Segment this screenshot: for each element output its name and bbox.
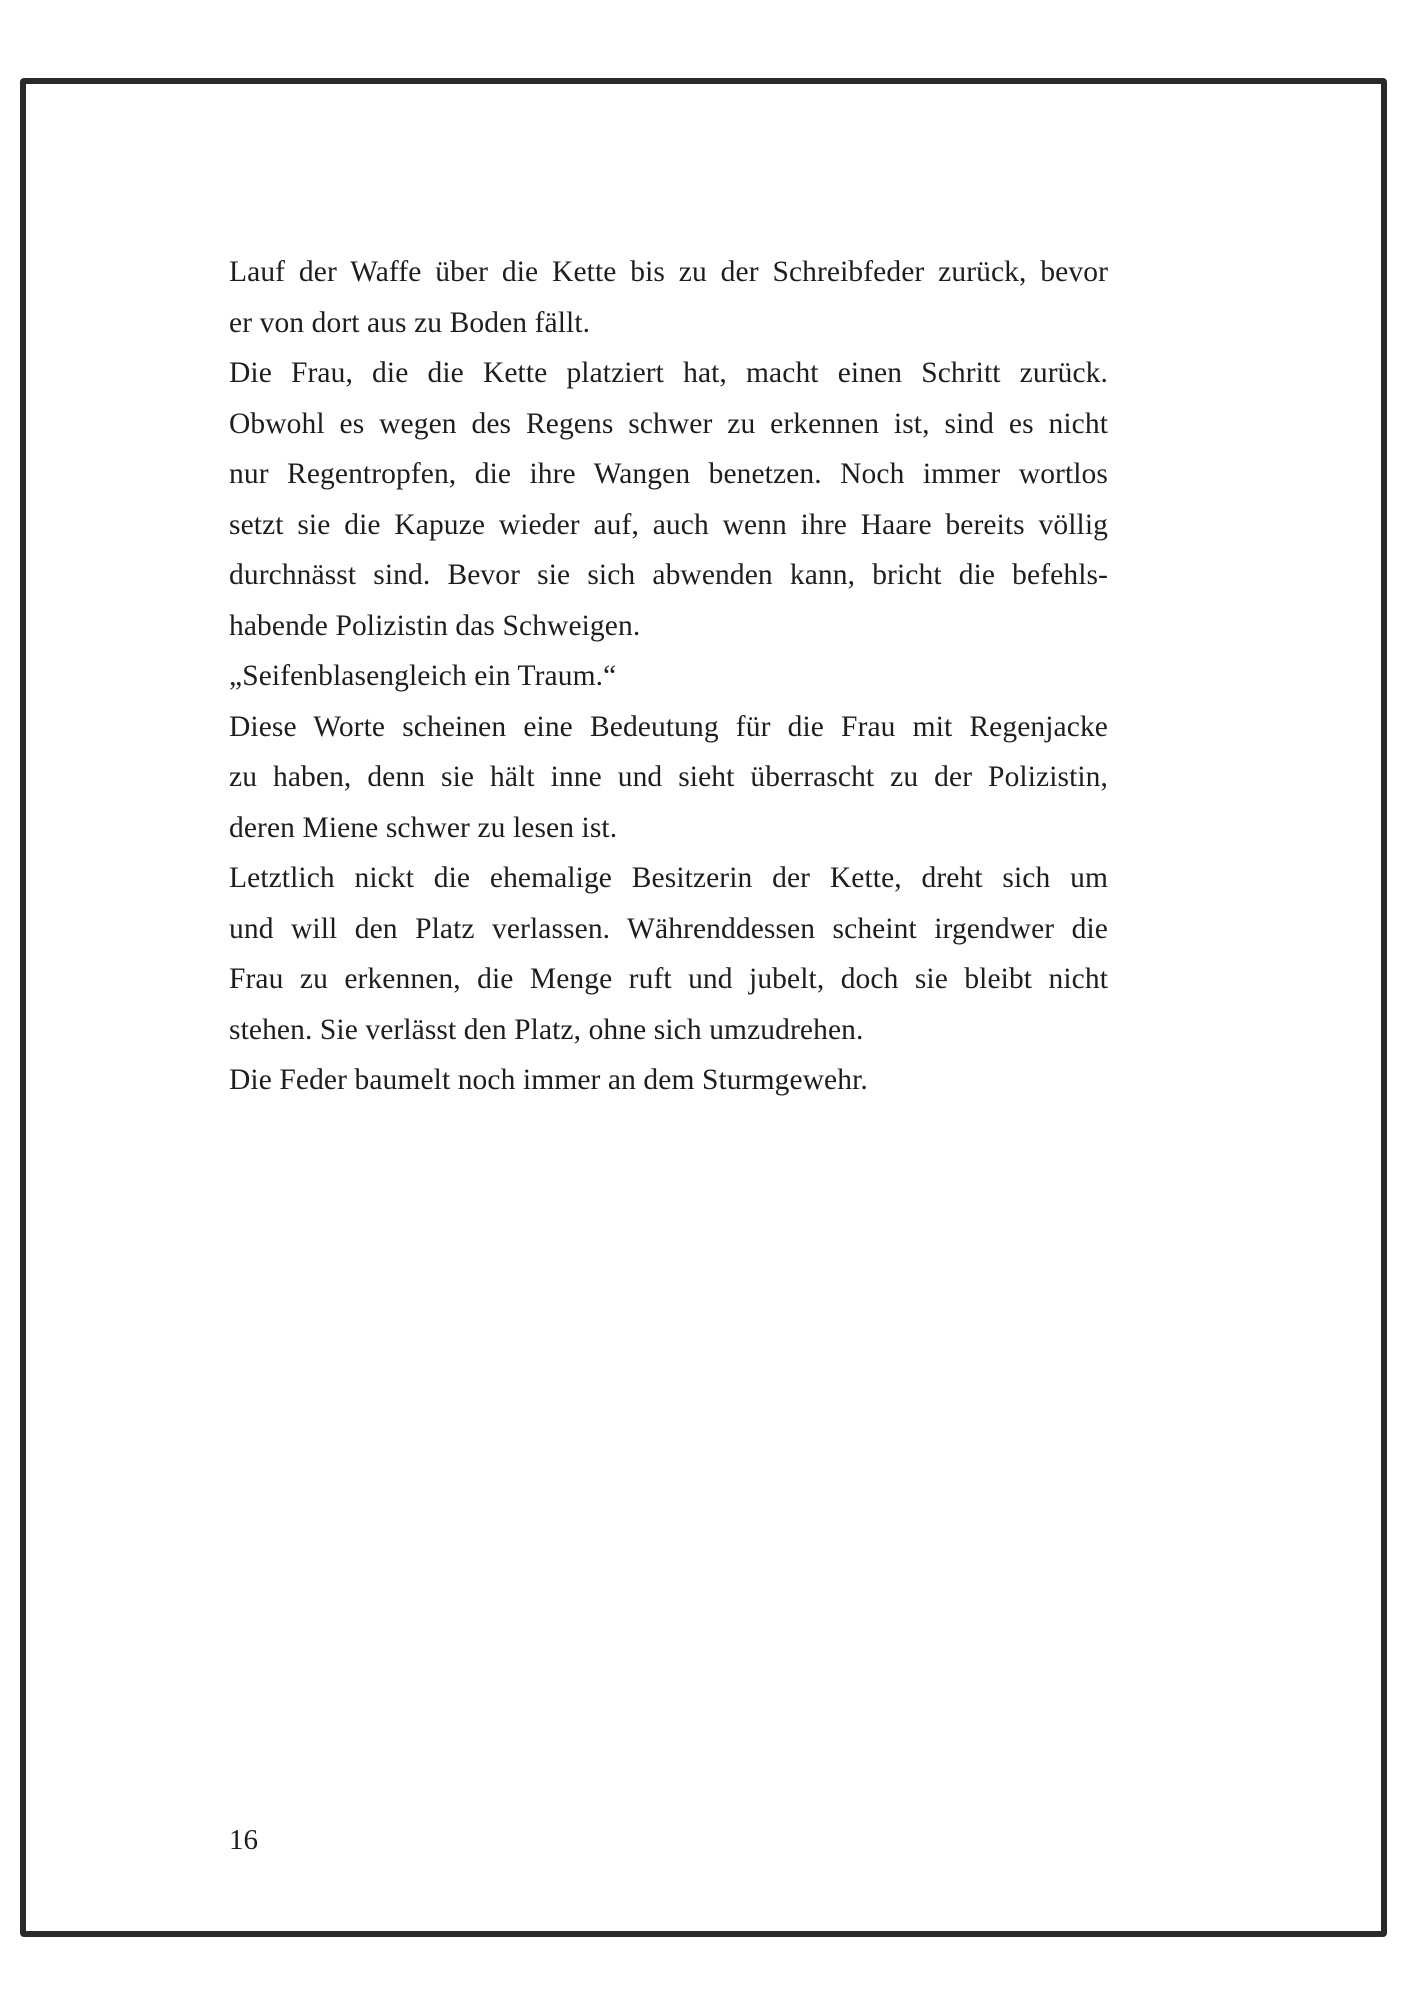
text-line: Obwohl es wegen des Regens schwer zu erkennen ist, sind es nicht (229, 407, 1108, 440)
text-line: Lauf der Waffe über die Kette bis zu der Schreibfeder zurück, bevor (229, 256, 1108, 288)
text-line: Die Feder baumelt noch immer an dem Sturmgewehr. (229, 1064, 868, 1096)
text-line: deren Miene schwer zu lesen ist. (229, 811, 618, 844)
text-line: habende Polizistin das Schweigen. (229, 609, 641, 642)
text-line: und will den Platz verlassen. Währenddessen scheint irgendwer die (229, 912, 1108, 945)
page-number: 16 (229, 1824, 258, 1856)
text-line: er von dort aus zu Boden fällt. (229, 306, 591, 339)
text-line: setzt sie die Kapuze wieder auf, auch wenn ihre Haare bereits völlig (229, 508, 1108, 541)
text-line: Frau zu erkennen, die Menge ruft und jubelt, doch sie bleibt nicht (229, 963, 1108, 995)
text-line: Die Frau, die die Kette platziert hat, macht einen Schritt zurück. (229, 357, 1108, 389)
text-line: Diese Worte scheinen eine Bedeutung für die Frau mit Regenjacke (229, 710, 1108, 743)
text-line: „Seifenblasengleich ein Traum.“ (229, 660, 617, 692)
text-line: stehen. Sie verlässt den Platz, ohne sich umzudrehen. (229, 1013, 864, 1046)
body-text (229, 247, 1108, 1106)
text-line: zu haben, denn sie hält inne und sieht überrascht zu der Polizistin, (229, 761, 1108, 793)
text-line: Letztlich nickt die ehemalige Besitzerin der Kette, dreht sich um (229, 862, 1108, 894)
text-line: durchnässt sind. Bevor sie sich abwenden kann, bricht die befehls- (229, 559, 1108, 591)
text-line: nur Regentropfen, die ihre Wangen benetzen. Noch immer wortlos (229, 458, 1108, 490)
